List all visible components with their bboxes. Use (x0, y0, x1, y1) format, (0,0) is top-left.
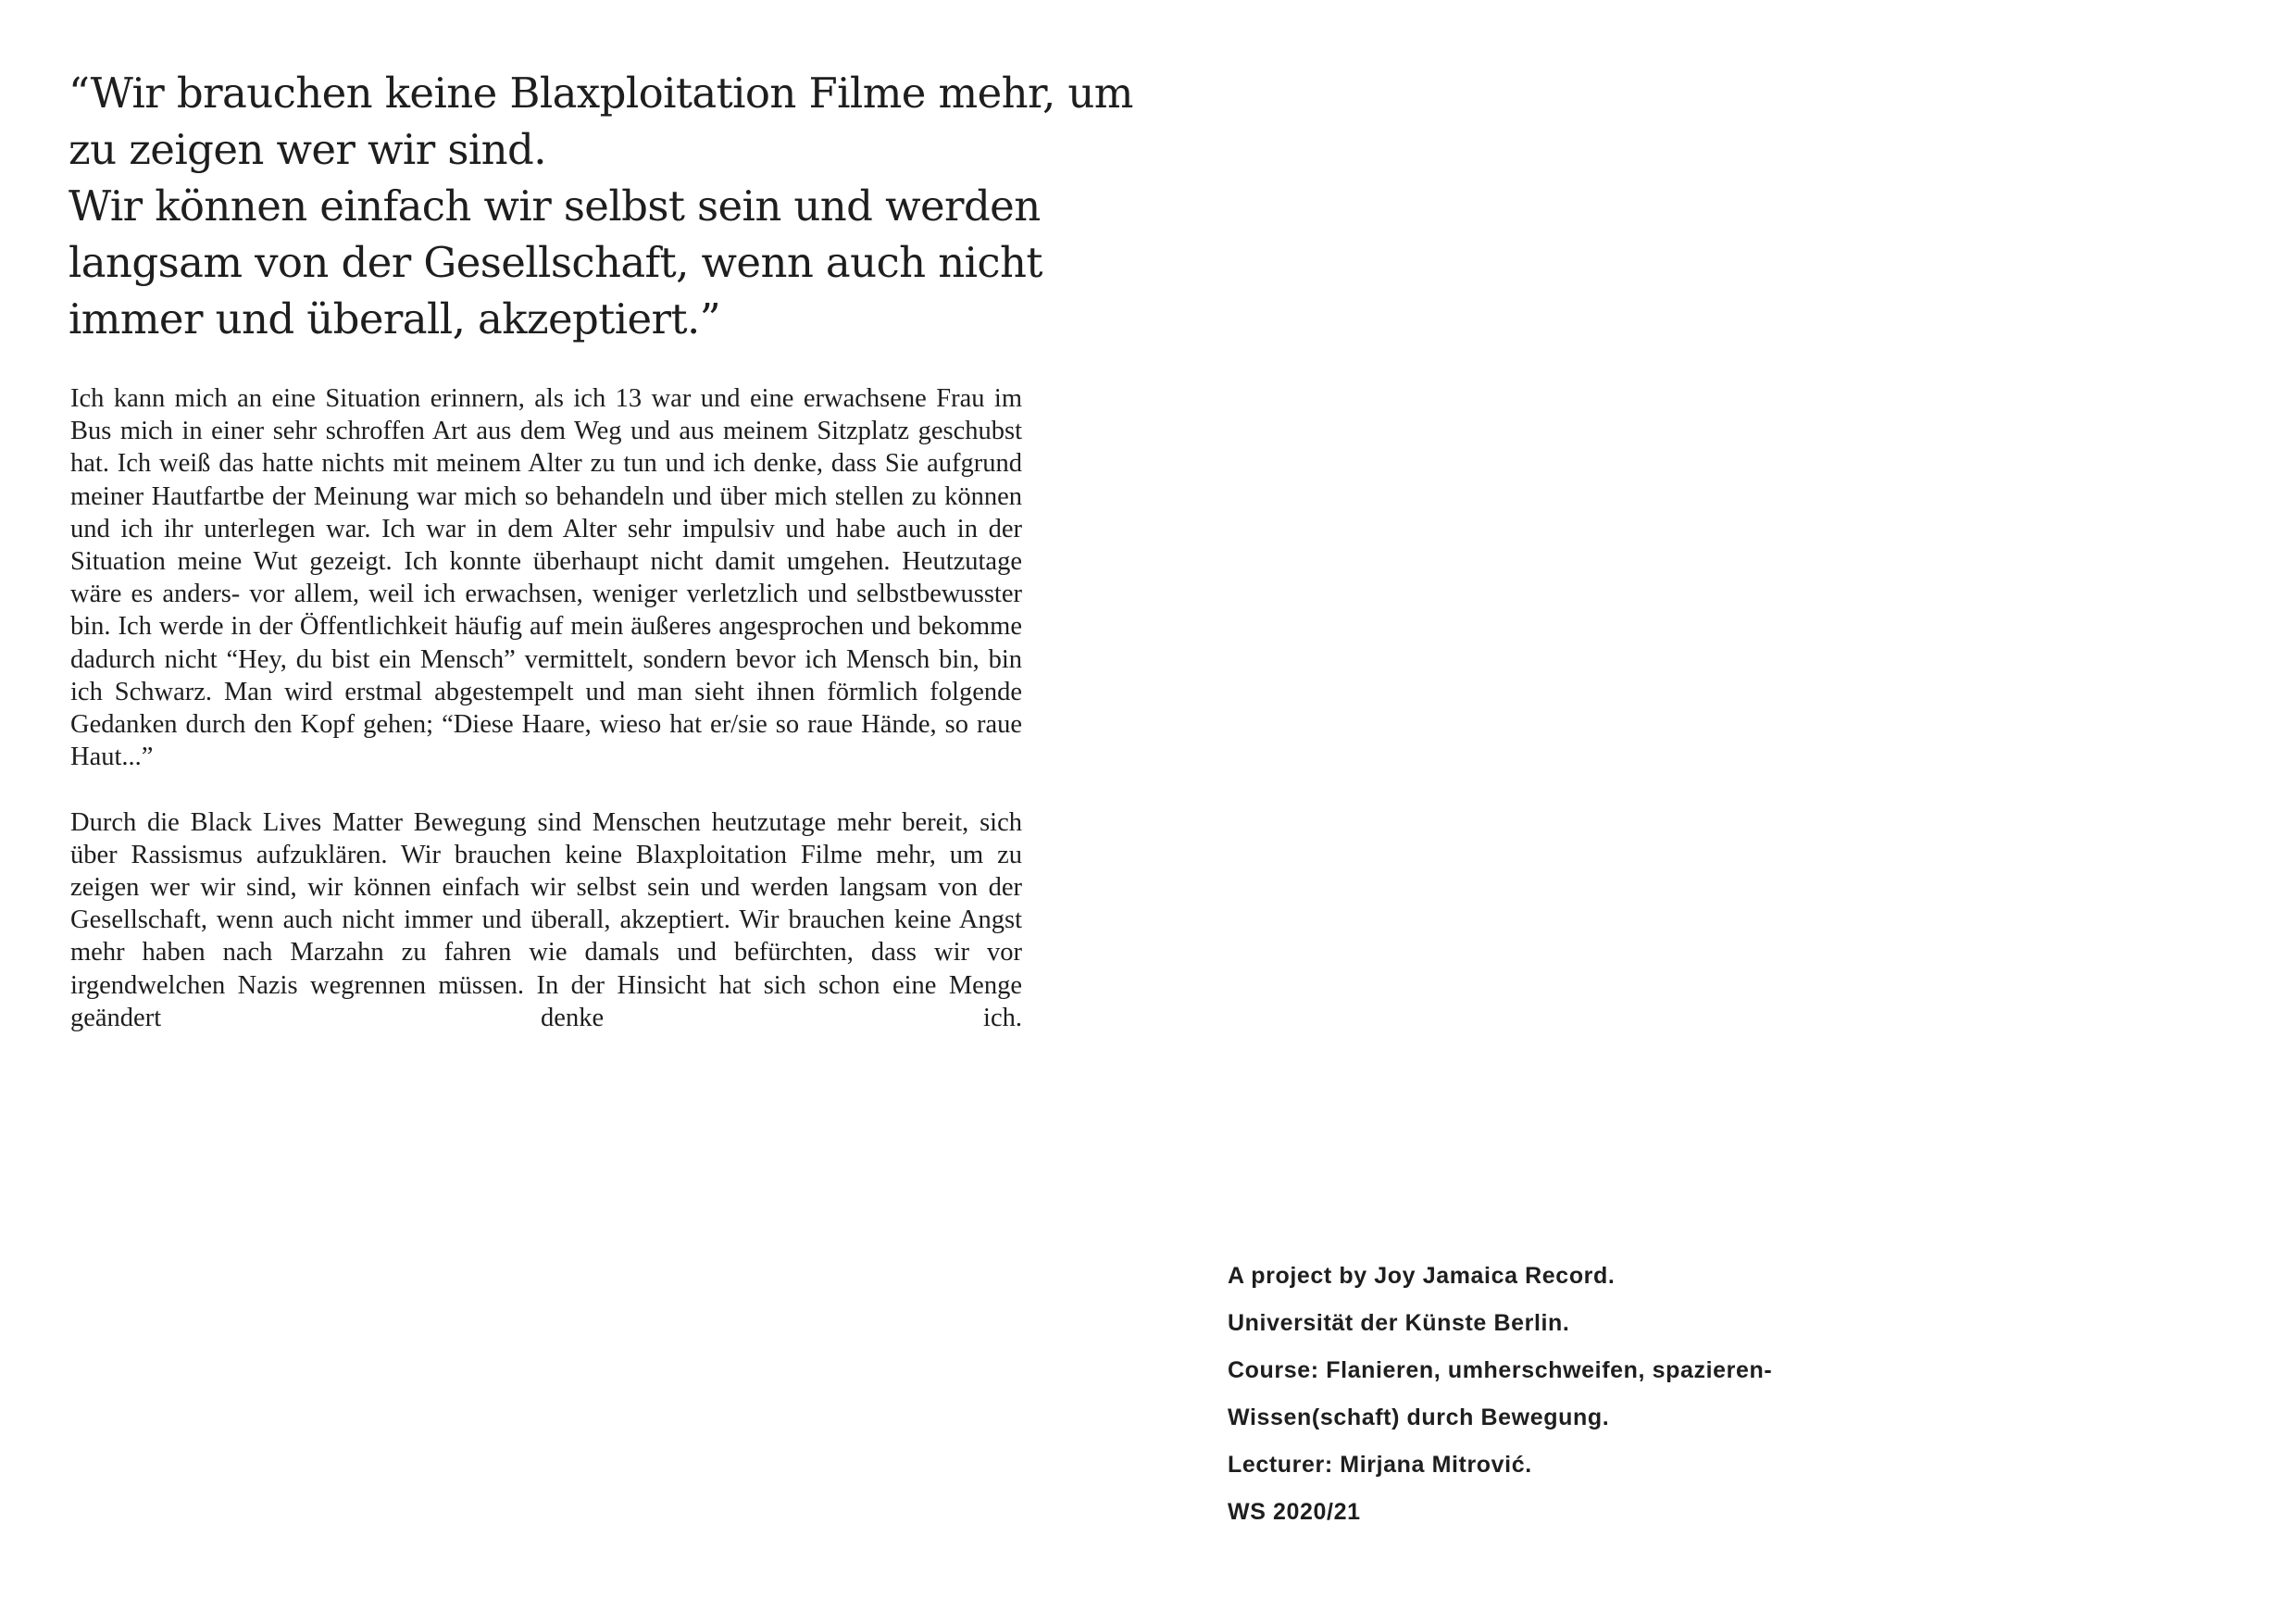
project-credits (1228, 1257, 2061, 1541)
body-text (70, 382, 1022, 1067)
body-paragraph-1: Ich kann mich an eine Situation erinnern, als ich 13 war und eine erwachsene Frau im Bus mich in einer sehr schroffen Art aus dem Weg und aus meinem Sitzplatz geschubst hat. Ich weiß das hatte nichts mit meinem Alter zu tun und ich denke, dass Sie aufgrund meiner Hautfartbe der Meinung war mich so behandeln und über mich stellen zu können und ich ihr unterlegen war. Ich war in dem Alter sehr impulsiv und habe auch in der Situation meine Wut gezeigt. Ich konnte überhaupt nicht damit umgehen. Heutzutage wäre es anders- vor allem, weil ich erwachsen, weniger verletzlich und selbstbewusster bin. Ich werde in der Öffentlichkeit häufig auf mein äußeres angesprochen und bekomme dadurch nicht “Hey, du bist ein Mensch” vermittelt, sondern bevor ich Mensch bin, bin ich Schwarz. Man wird erstmal abgestempelt und man sieht ihnen förmlich folgende Gedanken durch den Kopf gehen; “Diese Haare, wieso hat er/sie so raue Hände, so raue Haut...” (70, 384, 1022, 772)
credit-university: Universität der Künste Berlin. (1228, 1310, 1570, 1336)
credit-semester: WS 2020/21 (1228, 1499, 1361, 1525)
pull-quote-line: zu zeigen wer wir sind. (69, 125, 546, 174)
pull-quote (69, 65, 1142, 347)
pull-quote-line: Wir können einfach wir selbst sein und werden (69, 181, 1041, 231)
credit-project: A project by Joy Jamaica Record. (1228, 1263, 1616, 1289)
pull-quote-line: “Wir brauchen keine Blaxploitation Filme mehr, um (69, 69, 1133, 118)
pull-quote-line: langsam von der Gesellschaft, wenn auch nicht (69, 238, 1042, 287)
credit-lecturer: Lecturer: Mirjana Mitrović. (1228, 1452, 1532, 1478)
credit-course: Course: Flanieren, umherschweifen, spazieren- (1228, 1357, 1773, 1383)
credit-course-continued: Wissen(schaft) durch Bewegung. (1228, 1405, 1610, 1430)
pull-quote-line: immer und überall, akzeptiert.” (69, 294, 721, 343)
body-paragraph-2: Durch die Black Lives Matter Bewegung sind Menschen heutzutage mehr bereit, sich über Rassismus aufzuklären. Wir brauchen keine Blaxploitation Filme mehr, um zu zeigen wer wir sind, wir können einfach wir selbst sein und werden langsam von der Gesellschaft, wenn auch nicht immer und überall, akzeptiert. Wir brauchen keine Angst mehr haben nach Marzahn zu fahren wie damals und befürchten, dass wir vor irgendwelchen Nazis wegrennen müssen. In der Hinsicht hat sich schon eine Menge geändert denke ich. (70, 807, 1022, 1032)
